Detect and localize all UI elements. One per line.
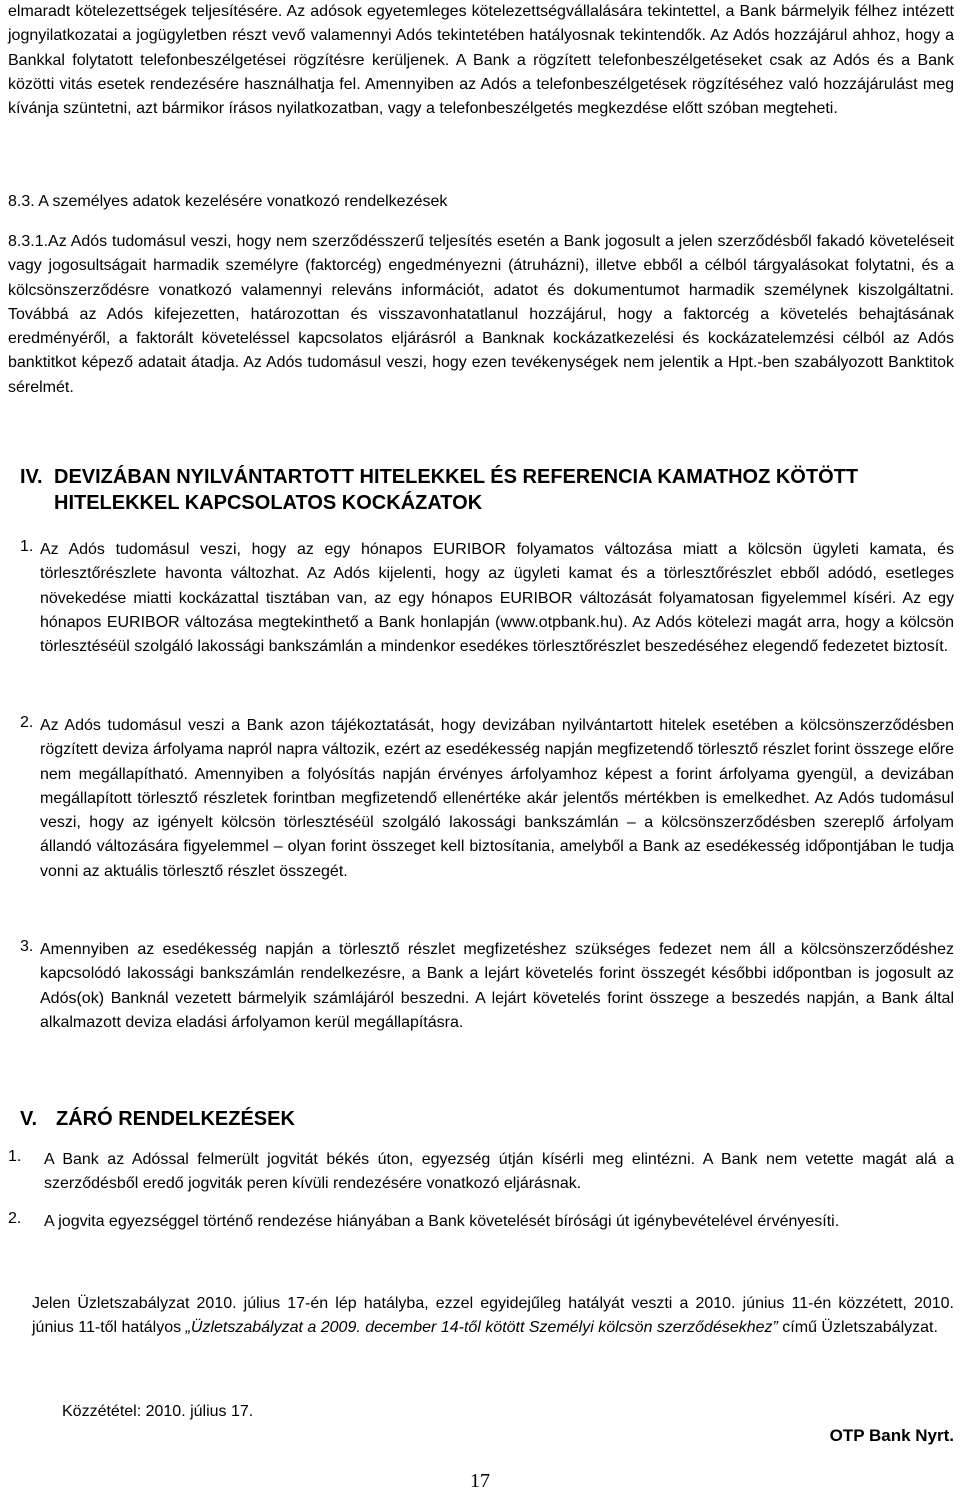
- section-heading-iv: [20, 464, 954, 516]
- section-heading-v: [20, 1106, 954, 1132]
- closing-paragraph: [32, 1292, 954, 1340]
- company-name: [830, 1424, 954, 1448]
- item-text: Az Adós tudomásul veszi, hogy az egy hónapos EURIBOR folyamatos változása miatt a kölcsön ügyleti kamata, és törlesztőrészlete havonta változhat. Az Adós kijelenti, hogy az ügyleti kamat és a törlesztőrészlet ebből adódó, esetleges növekedése miatti kockázattal tisztában van, az egy hónapos EURIBOR változását folyamatosan figyelemmel kíséri. Az egy hónapos EURIBOR változása megtekinthető a Bank honlapján (www.otpbank.hu). Az Adós kötelezi magát arra, hogy a kölcsön törlesztéséül szolgáló lakossági bankszámlán a mindenkor esedékes törlesztőrészlet beszedéséhez elegendő fedezetet biztosít.: [40, 541, 954, 656]
- company-text: OTP Bank Nyrt.: [829, 1426, 954, 1445]
- heading-text: 8.3. A személyes adatok kezelésére vonatkozó rendelkezések: [8, 193, 448, 210]
- item-text: A Bank az Adóssal felmerült jogvitát békés úton, egyezség útján kísérli meg elintézni. A Bank nem vetette magát alá a szerződésből eredő jogviták peren kívüli rendezésére vonatkozó eljárásnak.: [44, 1151, 954, 1193]
- paragraph-8-3-1: [8, 230, 954, 400]
- sec4-item-3: [20, 938, 954, 1035]
- section-title: DEVIZÁBAN NYILVÁNTARTOTT HITELEKKEL ÉS REFERENCIA KAMATHOZ KÖTÖTT HITELEKKEL KAPCSOLATOS KOCKÁZATOK: [54, 466, 859, 514]
- item-number: 1.: [20, 538, 34, 555]
- item-text: A jogvita egyezséggel történő rendezése hiányában a Bank követelését bírósági út igénybevételével érvényesíti.: [44, 1213, 840, 1230]
- section-number: IV.: [20, 466, 43, 488]
- sec4-item-1: [20, 538, 954, 659]
- closing-text-start: Jelen Üzletszabályzat 2010. július 17-én lép hatályba, ezzel egyidejűleg hatályát veszti a 2010. június 11-én közzétett, 2010. június 11-től hatályos: [32, 1295, 954, 1336]
- item-number: 1.: [8, 1148, 22, 1165]
- section-title: ZÁRÓ RENDELKEZÉSEK: [56, 1108, 295, 1130]
- publication-text: Közzététel: 2010. július 17.: [62, 1403, 254, 1420]
- paragraph-text: 8.3.1.Az Adós tudomásul veszi, hogy nem szerződésszerű teljesítés esetén a Bank jogosult a jelen szerződésből fakadó követeléseit vagy jogosultságait harmadik személyre (faktorcég) engedményezni (átruházni), illetve ebből a célból tárgyalásokat folytatni, és a kölcsönszerződésre vonatkozó valamennyi releváns információt, adatot és dokumentumot harmadik személynek kiszolgáltatni. Továbbá az Adós kifejezetten, határozottan és visszavonhatatlanul hozzájárul, hogy a faktorcég a követelés behajtásának eredményéről, a faktorált követeléssel kapcsolatos eljárásról a Banknak kockázatkezelési és kockázatelemzési célból az Adós banktitkot képező adatait átadja. Az Adós tudomásul veszi, hogy ezen tevékenységek nem jelentik a Hpt.-ben szabályozott Banktitok sérelmét.: [8, 233, 954, 396]
- item-text: Az Adós tudomásul veszi a Bank azon tájékoztatását, hogy devizában nyilvántartott hitelek esetében a kölcsönszerződésben rögzített deviza árfolyama napról napra változik, ezért az esedékesség napján megfizetendő törlesztő részlet forint összege előre nem megállapítható. Amennyiben a folyósítás napján érvényes árfolyamhoz képest a forint árfolyama gyengül, a devizában megállapított törlesztő részletek forintban megfizetendő ellenértéke akár jelentős mértékben is emelkedhet. Az Adós tudomásul veszi, hogy az igényelt kölcsön törlesztéséül szolgáló lakossági bankszámlán – a kölcsönszerződésben szereplő árfolyam állandó változására figyelemmel – olyan forint összeget kell biztosítania, amelyből a Bank az esedékesség időpontjában le tudja vonni az aktuális törlesztő részlet összegét.: [40, 717, 954, 880]
- item-number: 2.: [20, 714, 34, 731]
- paragraph-text: elmaradt kötelezettségek teljesítésére. Az adósok egyetemleges kötelezettségvállalására tekintettel, a Bank bármelyik félhez intézett jognyilatkozatai a jogügyletben részt vevő valamennyi Adós tekintetében hatályosnak tekintendők. Az Adós hozzájárul ahhoz, hogy a Bankkal folytatott telefonbeszélgetései rögzítésre kerüljenek. A Bank a rögzített telefonbeszélgetéseket csak az Adós és a Bank közötti vitás esetek rendezésére használhatja fel. Amennyiben az Adós a telefonbeszélgetések rögzítéséhez való hozzájárulást meg kívánja szüntetni, azt bármikor írásos nyilatkozatban, vagy a telefonbeszélgetés megkezdése előtt szóban megteheti.: [8, 3, 954, 118]
- closing-text-italic: „Üzletszabályzat a 2009. december 14-től kötött Személyi kölcsön szerződésekhez”: [185, 1319, 778, 1336]
- item-number: 2.: [8, 1210, 22, 1227]
- section-number: V.: [20, 1108, 38, 1130]
- sec4-item-2: [20, 714, 954, 884]
- closing-text-end: című Üzletszabályzat.: [777, 1319, 938, 1336]
- sec5-item-1: [8, 1148, 954, 1197]
- item-number: 3.: [20, 938, 34, 955]
- page-number: 17: [470, 1470, 490, 1492]
- intro-paragraph: [8, 0, 954, 121]
- publication-date: [62, 1400, 253, 1424]
- sec5-item-2: [8, 1210, 954, 1234]
- subsection-heading-8-3: [8, 190, 954, 214]
- item-text: Amennyiben az esedékesség napján a törlesztő részlet megfizetéshez szükséges fedezet nem áll a kölcsönszerződéshez kapcsolódó lakossági bankszámlán rendelkezésre, a Bank a lejárt követelés forint összegét későbbi időpontban is jogosult az Adós(ok) Banknál vezetett bármelyik számlájáról beszedni. A lejárt követelés forint összege a beszedés napján, a Bank által alkalmazott deviza eladási árfolyamon kerül megállapításra.: [40, 941, 954, 1031]
